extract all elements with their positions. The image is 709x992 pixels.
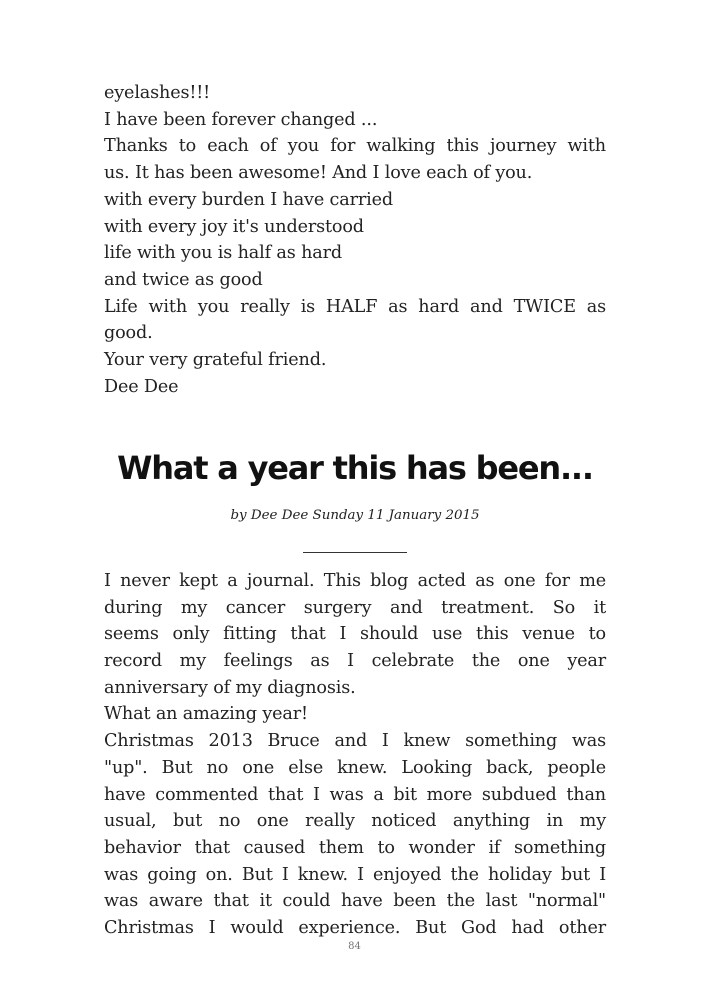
text-line: I have been forever changed ... <box>104 109 378 130</box>
text-line: have commented that I was a bit more subdued than <box>104 784 606 805</box>
text-line: life with you is half as hard <box>104 243 342 264</box>
text-line: "up". But no one else knew. Looking back, people <box>104 757 606 778</box>
page-content <box>104 80 606 942</box>
post-title: What a year this has been... <box>117 449 593 488</box>
text-line: Your very grateful friend. <box>104 350 327 371</box>
text-line: during my cancer surgery and treatment. So it <box>104 597 606 618</box>
signature-line: Dee Dee <box>104 376 179 397</box>
text-line: us. It has been awesome! And I love each of you. <box>104 163 533 184</box>
text-line: eyelashes!!! <box>104 83 211 103</box>
post-byline: by Dee Dee Sunday 11 January 2015 <box>230 507 480 523</box>
text-line: good. <box>104 323 153 344</box>
text-line: Christmas I would experience. But God had other <box>104 918 606 939</box>
text-line: was aware that it could have been the last "normal" <box>104 891 606 912</box>
previous-post-body <box>104 80 606 400</box>
text-line: I never kept a journal. This blog acted as one for me <box>104 570 606 591</box>
text-line: was going on. But I knew. I enjoyed the holiday but I <box>104 864 606 885</box>
text-line: What an amazing year! <box>104 704 308 725</box>
page-number: 84 <box>348 941 361 952</box>
text-line: Thanks to each of you for walking this journey with <box>104 136 606 157</box>
post-body <box>104 568 606 942</box>
text-line: with every joy it's understood <box>104 216 364 237</box>
text-line: and twice as good <box>104 269 263 290</box>
text-line: record my feelings as I celebrate the one year <box>104 650 606 671</box>
text-line: seems only fitting that I should use this venue to <box>104 624 606 645</box>
text-line: with every burden I have carried <box>104 189 393 210</box>
text-line: anniversary of my diagnosis. <box>104 677 356 698</box>
section-divider <box>303 552 407 553</box>
text-line: Life with you really is HALF as hard and TWICE as <box>104 296 606 317</box>
text-line: usual, but no one really noticed anything in my <box>104 811 606 832</box>
text-line: behavior that caused them to wonder if something <box>104 837 606 858</box>
text-line: Christmas 2013 Bruce and I knew something was <box>104 731 606 752</box>
